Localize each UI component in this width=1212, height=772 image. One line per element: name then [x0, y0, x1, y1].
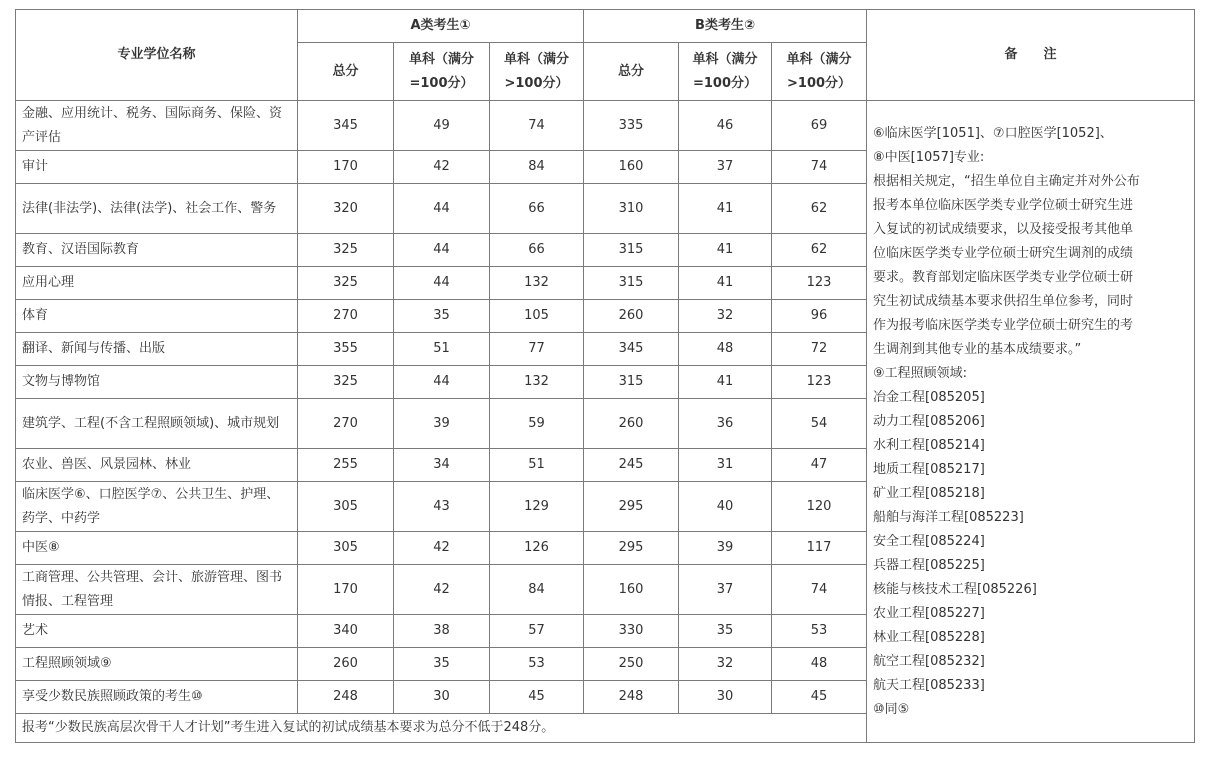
note-line: ⑧中医[1057]专业: — [873, 149, 985, 165]
score-b-total: 245 — [584, 449, 679, 482]
score-b-sgt100: 74 — [772, 565, 867, 615]
score-a-s100: 35 — [394, 300, 490, 333]
score-a-s100: 34 — [394, 449, 490, 482]
score-b-sgt100: 53 — [772, 615, 867, 648]
note-line: 位临床医学类专业学位硕士研究生调剂的成绩 — [873, 245, 1134, 261]
score-b-s100: 39 — [679, 532, 772, 565]
score-b-s100: 30 — [679, 681, 772, 714]
score-b-s100: 41 — [679, 366, 772, 399]
major-name: 教育、汉语国际教育 — [16, 234, 298, 267]
score-a-sgt100: 84 — [490, 565, 584, 615]
major-name: 体育 — [16, 300, 298, 333]
score-a-s100: 42 — [394, 565, 490, 615]
header-group-b: B类考生② — [584, 10, 867, 43]
score-a-sgt100: 132 — [490, 267, 584, 300]
major-name: 艺术 — [16, 615, 298, 648]
score-a-total: 345 — [298, 101, 394, 151]
header-b-single-gt100: 单科（满分 >100分） — [772, 43, 867, 101]
major-name: 法律(非法学)、法律(法学)、社会工作、警务 — [16, 184, 298, 234]
score-b-total: 315 — [584, 366, 679, 399]
header-name: 专业学位名称 — [16, 10, 298, 101]
note-line: 动力工程[085206] — [873, 413, 985, 429]
score-b-total: 295 — [584, 482, 679, 532]
score-b-s100: 40 — [679, 482, 772, 532]
score-b-sgt100: 120 — [772, 482, 867, 532]
score-a-s100: 49 — [394, 101, 490, 151]
score-b-s100: 36 — [679, 399, 772, 449]
score-b-s100: 46 — [679, 101, 772, 151]
score-a-total: 355 — [298, 333, 394, 366]
note-line: 兵器工程[085225] — [873, 557, 985, 573]
score-a-s100: 43 — [394, 482, 490, 532]
score-a-s100: 38 — [394, 615, 490, 648]
score-a-s100: 44 — [394, 267, 490, 300]
score-a-sgt100: 126 — [490, 532, 584, 565]
score-b-s100: 35 — [679, 615, 772, 648]
header-a-total: 总分 — [298, 43, 394, 101]
header-b-single-100: 单科（满分 =100分） — [679, 43, 772, 101]
major-name: 文物与博物馆 — [16, 366, 298, 399]
major-name: 临床医学⑥、口腔医学⑦、公共卫生、护理、药学、中药学 — [16, 482, 298, 532]
score-b-sgt100: 117 — [772, 532, 867, 565]
score-a-sgt100: 77 — [490, 333, 584, 366]
score-b-total: 260 — [584, 300, 679, 333]
note-line: 航空工程[085232] — [873, 653, 985, 669]
score-a-total: 260 — [298, 648, 394, 681]
note-line: 水利工程[085214] — [873, 437, 985, 453]
score-a-sgt100: 129 — [490, 482, 584, 532]
note-line: 究生初试成绩基本要求供招生单位参考，同时 — [873, 293, 1134, 309]
note-line: 入复试的初试成绩要求，以及接受报考其他单 — [873, 221, 1134, 237]
score-a-s100: 44 — [394, 234, 490, 267]
score-b-sgt100: 62 — [772, 234, 867, 267]
score-b-total: 315 — [584, 267, 679, 300]
score-a-total: 325 — [298, 267, 394, 300]
score-b-s100: 31 — [679, 449, 772, 482]
major-name: 农业、兽医、风景园林、林业 — [16, 449, 298, 482]
score-a-s100: 44 — [394, 366, 490, 399]
score-a-s100: 39 — [394, 399, 490, 449]
score-b-total: 248 — [584, 681, 679, 714]
score-b-sgt100: 74 — [772, 151, 867, 184]
score-b-total: 335 — [584, 101, 679, 151]
score-a-s100: 35 — [394, 648, 490, 681]
score-b-sgt100: 54 — [772, 399, 867, 449]
notes-cell — [867, 101, 1195, 743]
note-line: 农业工程[085227] — [873, 605, 985, 621]
score-a-sgt100: 53 — [490, 648, 584, 681]
score-b-sgt100: 123 — [772, 366, 867, 399]
major-name: 工程照顾领域⑨ — [16, 648, 298, 681]
score-a-total: 325 — [298, 366, 394, 399]
note-line: 根据相关规定，“招生单位自主确定并对外公布 — [873, 173, 1140, 189]
score-b-s100: 37 — [679, 565, 772, 615]
score-b-sgt100: 47 — [772, 449, 867, 482]
note-line: ⑥临床医学[1051]、⑦口腔医学[1052]、 — [873, 125, 1113, 141]
score-b-s100: 37 — [679, 151, 772, 184]
score-a-s100: 51 — [394, 333, 490, 366]
score-b-s100: 48 — [679, 333, 772, 366]
score-a-sgt100: 84 — [490, 151, 584, 184]
score-b-sgt100: 45 — [772, 681, 867, 714]
table-body — [16, 101, 1195, 743]
score-b-sgt100: 69 — [772, 101, 867, 151]
note-line: 作为报考临床医学类专业学位硕士研究生的考 — [873, 317, 1134, 333]
score-b-sgt100: 48 — [772, 648, 867, 681]
score-a-sgt100: 132 — [490, 366, 584, 399]
score-a-total: 320 — [298, 184, 394, 234]
major-name: 中医⑧ — [16, 532, 298, 565]
major-name: 审计 — [16, 151, 298, 184]
score-a-sgt100: 74 — [490, 101, 584, 151]
score-b-total: 295 — [584, 532, 679, 565]
header-a-single-100: 单科（满分 =100分） — [394, 43, 490, 101]
major-name: 翻译、新闻与传播、出版 — [16, 333, 298, 366]
note-line: 安全工程[085224] — [873, 533, 985, 549]
header-group-a: A类考生① — [298, 10, 584, 43]
score-b-total: 260 — [584, 399, 679, 449]
score-a-sgt100: 51 — [490, 449, 584, 482]
score-b-total: 330 — [584, 615, 679, 648]
score-a-sgt100: 59 — [490, 399, 584, 449]
major-name: 工商管理、公共管理、会计、旅游管理、图书情报、工程管理 — [16, 565, 298, 615]
header-row-1 — [16, 10, 1195, 43]
score-a-total: 170 — [298, 565, 394, 615]
score-a-sgt100: 57 — [490, 615, 584, 648]
note-line: ⑨工程照顾领域: — [873, 365, 968, 381]
score-a-total: 270 — [298, 399, 394, 449]
note-line: 矿业工程[085218] — [873, 485, 985, 501]
score-a-sgt100: 45 — [490, 681, 584, 714]
major-name: 应用心理 — [16, 267, 298, 300]
score-b-total: 160 — [584, 565, 679, 615]
note-line: 要求。教育部划定临床医学类专业学位硕士研 — [873, 269, 1134, 285]
note-line: 林业工程[085228] — [873, 629, 985, 645]
score-a-total: 305 — [298, 482, 394, 532]
score-b-sgt100: 72 — [772, 333, 867, 366]
score-b-total: 315 — [584, 234, 679, 267]
score-b-s100: 41 — [679, 184, 772, 234]
score-a-total: 305 — [298, 532, 394, 565]
note-line: 船舶与海洋工程[085223] — [873, 509, 1024, 525]
score-b-total: 345 — [584, 333, 679, 366]
score-a-total: 270 — [298, 300, 394, 333]
major-name: 建筑学、工程(不含工程照顾领域)、城市规划 — [16, 399, 298, 449]
score-b-total: 160 — [584, 151, 679, 184]
major-name: 金融、应用统计、税务、国际商务、保险、资产评估 — [16, 101, 298, 151]
score-b-sgt100: 123 — [772, 267, 867, 300]
score-a-sgt100: 105 — [490, 300, 584, 333]
note-line: 地质工程[085217] — [873, 461, 985, 477]
score-table — [15, 9, 1195, 743]
footer-note: 报考“少数民族高层次骨干人才计划”考生进入复试的初试成绩基本要求为总分不低于248分。 — [16, 714, 867, 743]
note-line: 生调剂到其他专业的基本成绩要求。” — [873, 341, 1082, 357]
score-b-total: 250 — [584, 648, 679, 681]
score-a-total: 248 — [298, 681, 394, 714]
score-a-total: 340 — [298, 615, 394, 648]
score-a-sgt100: 66 — [490, 234, 584, 267]
score-a-s100: 42 — [394, 151, 490, 184]
header-b-total: 总分 — [584, 43, 679, 101]
score-a-s100: 42 — [394, 532, 490, 565]
header-notes: 备 注 — [867, 10, 1195, 101]
note-line: 报考本单位临床医学类专业学位硕士研究生进 — [873, 197, 1134, 213]
score-b-sgt100: 96 — [772, 300, 867, 333]
note-line: ⑩同⑤ — [873, 701, 910, 717]
table-row — [16, 101, 1195, 151]
note-line: 冶金工程[085205] — [873, 389, 985, 405]
header-a-single-gt100: 单科（满分 >100分） — [490, 43, 584, 101]
score-a-s100: 30 — [394, 681, 490, 714]
note-line: 航天工程[085233] — [873, 677, 985, 693]
score-b-total: 310 — [584, 184, 679, 234]
score-a-s100: 44 — [394, 184, 490, 234]
score-b-sgt100: 62 — [772, 184, 867, 234]
score-a-total: 325 — [298, 234, 394, 267]
major-name: 享受少数民族照顾政策的考生⑩ — [16, 681, 298, 714]
score-b-s100: 41 — [679, 234, 772, 267]
score-a-total: 170 — [298, 151, 394, 184]
score-a-sgt100: 66 — [490, 184, 584, 234]
score-b-s100: 41 — [679, 267, 772, 300]
score-b-s100: 32 — [679, 300, 772, 333]
note-line: 核能与核技术工程[085226] — [873, 581, 1037, 597]
score-b-s100: 32 — [679, 648, 772, 681]
score-a-total: 255 — [298, 449, 394, 482]
